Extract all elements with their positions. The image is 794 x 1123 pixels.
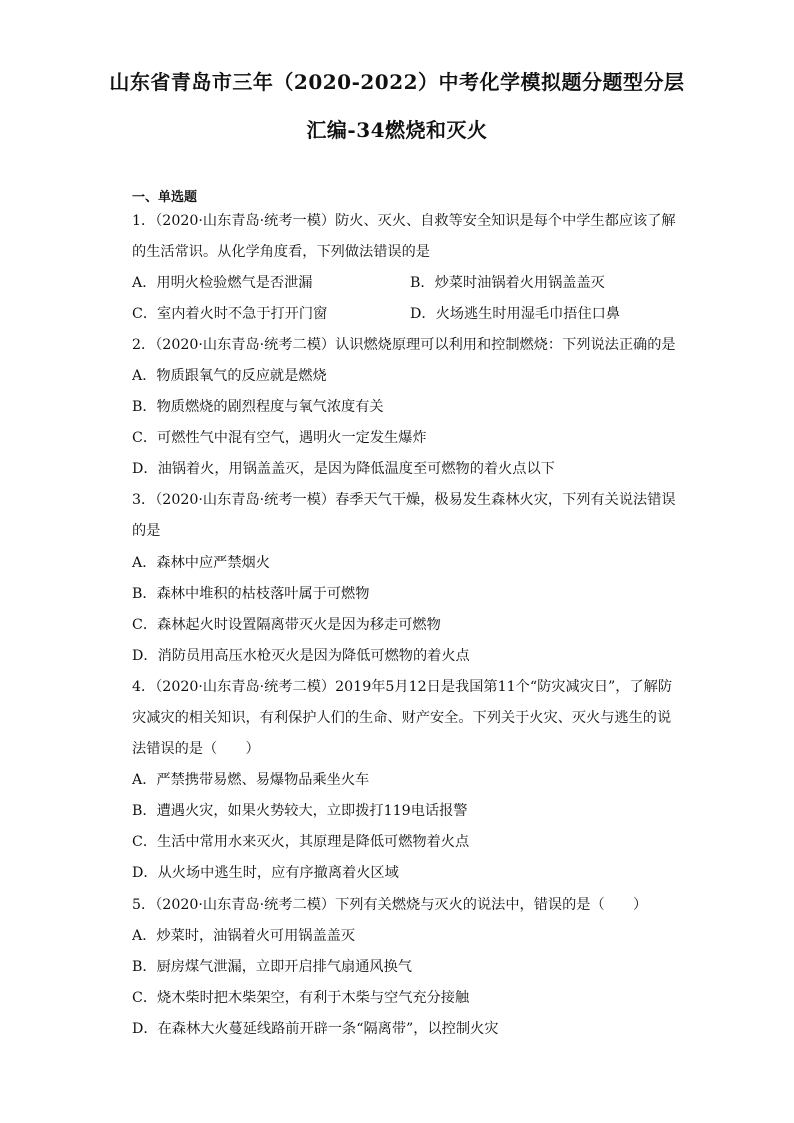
q3-option-d: D．消防员用高压水枪灭火是因为降低可燃物的着火点 [132, 648, 470, 664]
doc-title-line1: 山东省青岛市三年（2020-2022）中考化学模拟题分题型分层 [109, 70, 685, 94]
q5-option-d: D．在森林大火蔓延线路前开辟一条“隔离带”，以控制火灾 [132, 1021, 499, 1037]
q4-option-c: C．生活中常用水来灭火，其原理是降低可燃物着火点 [132, 834, 470, 850]
q3-option-c: C．森林起火时设置隔离带灭火是因为移走可燃物 [132, 617, 441, 633]
q5-option-c: C．烧木柴时把木柴架空，有利于木柴与空气充分接触 [132, 990, 470, 1006]
q2-option-a: A．物质跟氧气的反应就是燃烧 [132, 368, 327, 384]
q4-option-d: D．从火场中逃生时，应有序撤离着火区域 [132, 865, 399, 881]
q5-option-a: A．炒菜时，油锅着火可用锅盖盖灭 [132, 928, 356, 944]
q3-option-a: A．森林中应严禁烟火 [132, 555, 270, 571]
q5-stem-line1: 5．（2020·山东青岛·统考二模）下列有关燃烧与灭火的说法中，错误的是（ ） [132, 897, 648, 913]
q2-option-d: D．油锅着火，用锅盖盖灭，是因为降低温度至可燃物的着火点以下 [132, 461, 555, 477]
q2-stem-line1: 2．（2020·山东青岛·统考二模）认识燃烧原理可以利用和控制燃烧：下列说法正确的是 [132, 337, 676, 353]
q1-stem-line1: 1．（2020·山东青岛·统考一模）防火、灭火、自救等安全知识是每个中学生都应该了解 [132, 213, 676, 229]
section-heading: 一、单选题 [132, 190, 198, 205]
q3-stem-line1: 3．（2020·山东青岛·统考一模）春季天气干燥，极易发生森林火灾，下列有关说法错误 [132, 492, 676, 508]
q4-stem-line1: 4．（2020·山东青岛·统考二模）2019年5月12日是我国第11个“防灾减灾日”，了解防 [132, 679, 673, 695]
q5-option-b: B．厨房煤气泄漏，立即开启排气扇通风换气 [132, 959, 412, 975]
q3-option-b: B．森林中堆积的枯枝落叶属于可燃物 [132, 586, 370, 602]
q1-option-b: B．炒菜时油锅着火用锅盖盖灭 [410, 275, 605, 291]
doc-title-line2: 汇编-34燃烧和灭火 [306, 118, 488, 142]
q3-stem-line2: 的是 [132, 523, 161, 539]
q2-option-b: B．物质燃烧的剧烈程度与氧气浓度有关 [132, 399, 384, 415]
q4-option-b: B．遭遇火灾，如果火势较大，立即拨打119电话报警 [132, 803, 468, 819]
q1-option-c: C．室内着火时不急于打开门窗 [132, 306, 328, 322]
q1-option-d: D．火场逃生时用湿毛巾捂住口鼻 [410, 306, 621, 322]
q1-stem-line2: 的生活常识。从化学角度看，下列做法错误的是 [132, 244, 430, 260]
q2-option-c: C．可燃性气中混有空气，遇明火一定发生爆炸 [132, 430, 427, 446]
q4-option-a: A．严禁携带易燃、易爆物品乘坐火车 [132, 772, 370, 788]
q4-stem-line3: 法错误的是（ ） [132, 741, 260, 757]
q4-stem-line2: 灾减灾的相关知识，有利保护人们的生命、财产安全。下列关于火灾、灭火与逃生的说 [132, 710, 672, 726]
q1-option-a: A．用明火检验燃气是否泄漏 [132, 275, 313, 291]
